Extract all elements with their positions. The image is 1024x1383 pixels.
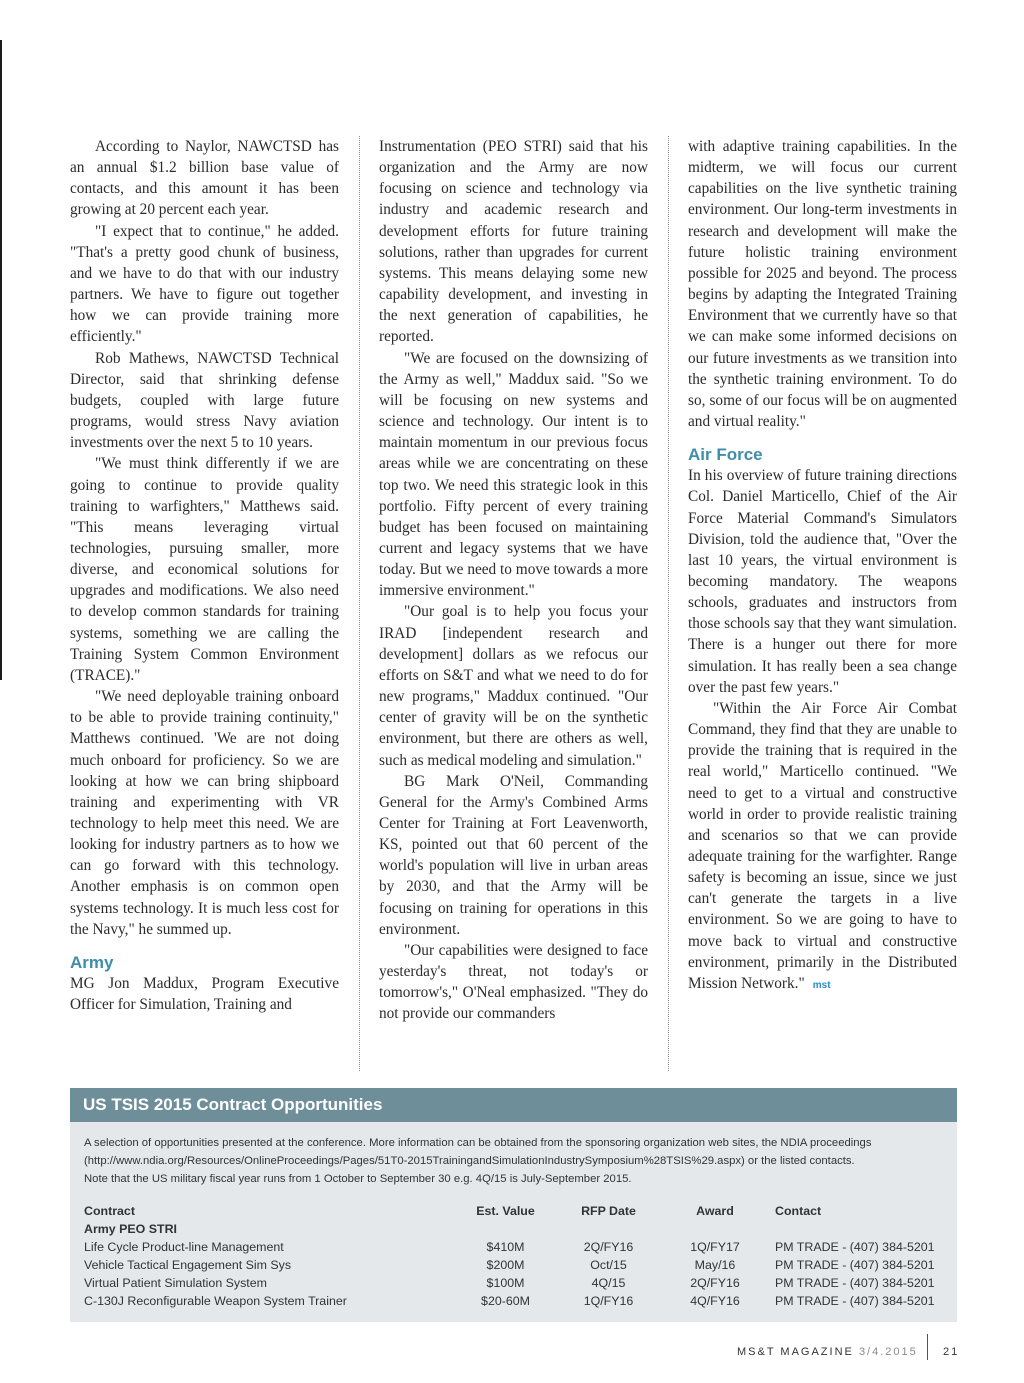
paragraph: "We are focused on the downsizing of the Army as well," Maddux said. "So we will be focusing on new systems and science and technology. Our intent is to maintain momentum in our previous focus areas while we are concentrating on these top two. We need this strategic look in this portfolio. Fifty percent of every training budget has been focused on maintaining current and legacy systems that we have today. But we need to move towards a more immersive environment." [379,349,648,600]
group-label: Army PEO STRI [84,1222,177,1236]
paragraph-text: "Within the Air Force Air Combat Command, they find that they are unable to provide the training that is required in the real world," Marticello continued. "We need to get to a virtual and constructive world in order to provide realistic training and scenarios so that we can provide adequate training for the warfighter. Range safety is becoming an issue, since we just can't generate the targets in a live environment. So we are going to have to move back to virtual and constructive environment, primarily in the Distributed Mission Network." [688,699,957,992]
cell-contact: PM TRADE - (407) 384-5201 [775,1240,935,1254]
table-row [84,1238,955,1256]
intro-line: A selection of opportunities presented at the conference. More information can be obtained from the sponsoring organization web sites, the NDIA proceedings [84,1137,872,1149]
table-group-row [84,1220,955,1238]
paragraph: Instrumentation (PEO STRI) said that his organization and the Army are now focusing on science and technology via industry and academic research and development efforts for future training solutions, rather than upgrades for current systems. This means delaying some new capability development, and investing in the next generation of capabilities, he reported. [379,138,648,346]
section-heading-air-force: Air Force [688,445,763,465]
table-row [84,1292,955,1310]
paragraph: "I expect that to continue," he added. "That's a pretty good chunk of business, and we have to do that with our industry partners. We have to figure out together how we can provide training more efficiently." [70,222,339,346]
cell-contract: Virtual Patient Simulation System [84,1276,267,1290]
table-row [84,1274,955,1292]
cell-value: $200M [486,1258,525,1272]
header-contract: Contract [84,1204,135,1218]
cell-value: $100M [486,1276,525,1290]
page-number: 21 [943,1346,960,1358]
paragraph: "We need deployable training onboard to be able to provide training continuity," Matthews continued. 'We are not doing much onboard for proficiency. So we are looking at how we can bring shipboard training and experimenting with VR technology to help meet this need. We are looking for industry partners as to how we can go forward with this technology. Another emphasis is on common open systems technology. It is much less cost for the Navy," he summed up. [70,688,339,938]
cell-rfp-date: 2Q/FY16 [583,1240,634,1254]
contract-opportunities-box [70,1088,957,1322]
paragraph: Rob Mathews, NAWCTSD Technical Director, said that shrinking defense budgets, coupled with large future programs, would stress Navy aviation investments over the next 5 to 10 years. [70,349,339,452]
cell-rfp-date: 1Q/FY16 [583,1294,634,1308]
paragraph: "Our goal is to help you focus your IRAD [independent research and development] dollars as we refocus our efforts on S&T and what we need to do for new programs," Maddux continued. "Our center of gravity will be on the synthetic environment, but there are others as well, such as medical modeling and simulation." [379,603,648,769]
header-value: Est. Value [476,1204,535,1218]
cell-award: 1Q/FY17 [690,1240,740,1254]
cell-contract: Life Cycle Product-line Management [84,1240,284,1254]
paragraph: MG Jon Maddux, Program Executive Officer for Simulation, Training and [70,974,339,1014]
footer-magazine [737,1346,918,1358]
column-2 [379,136,648,1025]
box-intro [70,1122,957,1188]
header-rfp-date: RFP Date [581,1204,636,1218]
article-columns [70,136,957,1076]
cell-rfp-date: 4Q/15 [591,1276,626,1290]
contracts-table [84,1202,955,1310]
column-divider [668,136,669,1071]
cell-award: 2Q/FY16 [690,1276,740,1290]
paragraph: with adaptive training capabilities. In the midterm, we will focus our current capabilities on the live synthetic training environment. Our long-term investments in research and development will make the future holistic training environment possible for 2025 and beyond. The process begins by adapting the Integrated Training Environment that we currently have so that we can make some informed decisions on our future investments as we transition into the synthetic training environment. To do so, some of our focus will be on augmented and virtual reality." [688,138,957,431]
box-title: US TSIS 2015 Contract Opportunities [70,1088,957,1122]
header-award: Award [696,1204,734,1218]
section-heading-army: Army [70,952,114,972]
end-mark: mst [812,979,831,991]
issue-date: 3/4.2015 [858,1346,918,1358]
cell-contact: PM TRADE - (407) 384-5201 [775,1276,935,1290]
paragraph: In his overview of future training directions Col. Daniel Marticello, Chief of the Air Force Material Command's Simulators Division, told the audience that, "Over the last 10 years, the virtual environment is becoming mandatory. The weapons schools, graduates and instructors from those schools say that they want simulation. There is a hunger out there for more simulation. It has really been a sea change over the past few years." [688,467,957,696]
cell-value: $20-60M [481,1294,530,1308]
magazine-name: MS&T MAGAZINE [737,1346,854,1358]
cell-award: 4Q/FY16 [690,1294,740,1308]
table-header-row [84,1202,955,1220]
cell-contact: PM TRADE - (407) 384-5201 [775,1258,935,1272]
cell-contract: Vehicle Tactical Engagement Sim Sys [84,1258,292,1272]
cell-value: $410M [486,1240,525,1254]
intro-line: Note that the US military fiscal year runs from 1 October to September 30 e.g. 4Q/15 is July-September 2015. [84,1173,632,1185]
cell-rfp-date: Oct/15 [590,1258,627,1272]
table-row [84,1256,955,1274]
column-divider [359,136,360,1071]
cell-contract: C-130J Reconfigurable Weapon System Trainer [84,1294,347,1308]
left-edge-rule [0,40,2,680]
paragraph: "Our capabilities were designed to face yesterday's threat, not today's or tomorrow's," O'Neal emphasized. "They do not provide our commanders [379,941,648,1023]
paragraph: "We must think differently if we are going to continue to provide quality training to warfighters," Matthews said. "This means leveraging virtual technologies, pursuing smaller, more diverse, and economical solutions for upgrades and modifications. We also need to develop common standards for training systems, something we are calling the Training System Common Environment (TRACE)." [70,455,339,684]
header-contact: Contact [775,1204,822,1218]
column-3 [688,136,957,996]
cell-contact: PM TRADE - (407) 384-5201 [775,1294,935,1308]
column-1 [70,136,339,1015]
footer-divider [927,1334,928,1360]
paragraph: According to Naylor, NAWCTSD has an annual $1.2 billion base value of contacts, and this amount it has been growing at 20 percent each year. [70,138,339,219]
paragraph: BG Mark O'Neil, Commanding General for the Army's Combined Arms Center for Training at Fort Leavenworth, KS, pointed out that 60 percent of the world's population will live in urban areas by 2030, and that the Army will be focusing on training for operations in this environment. [379,772,648,938]
intro-line: (http://www.ndia.org/Resources/OnlineProceedings/Pages/51T0-2015TrainingandSimulationIndustrySymposium%28TSIS%29.aspx) or the listed contacts. [84,1155,855,1167]
paragraph [688,698,957,996]
cell-award: May/16 [694,1258,736,1272]
